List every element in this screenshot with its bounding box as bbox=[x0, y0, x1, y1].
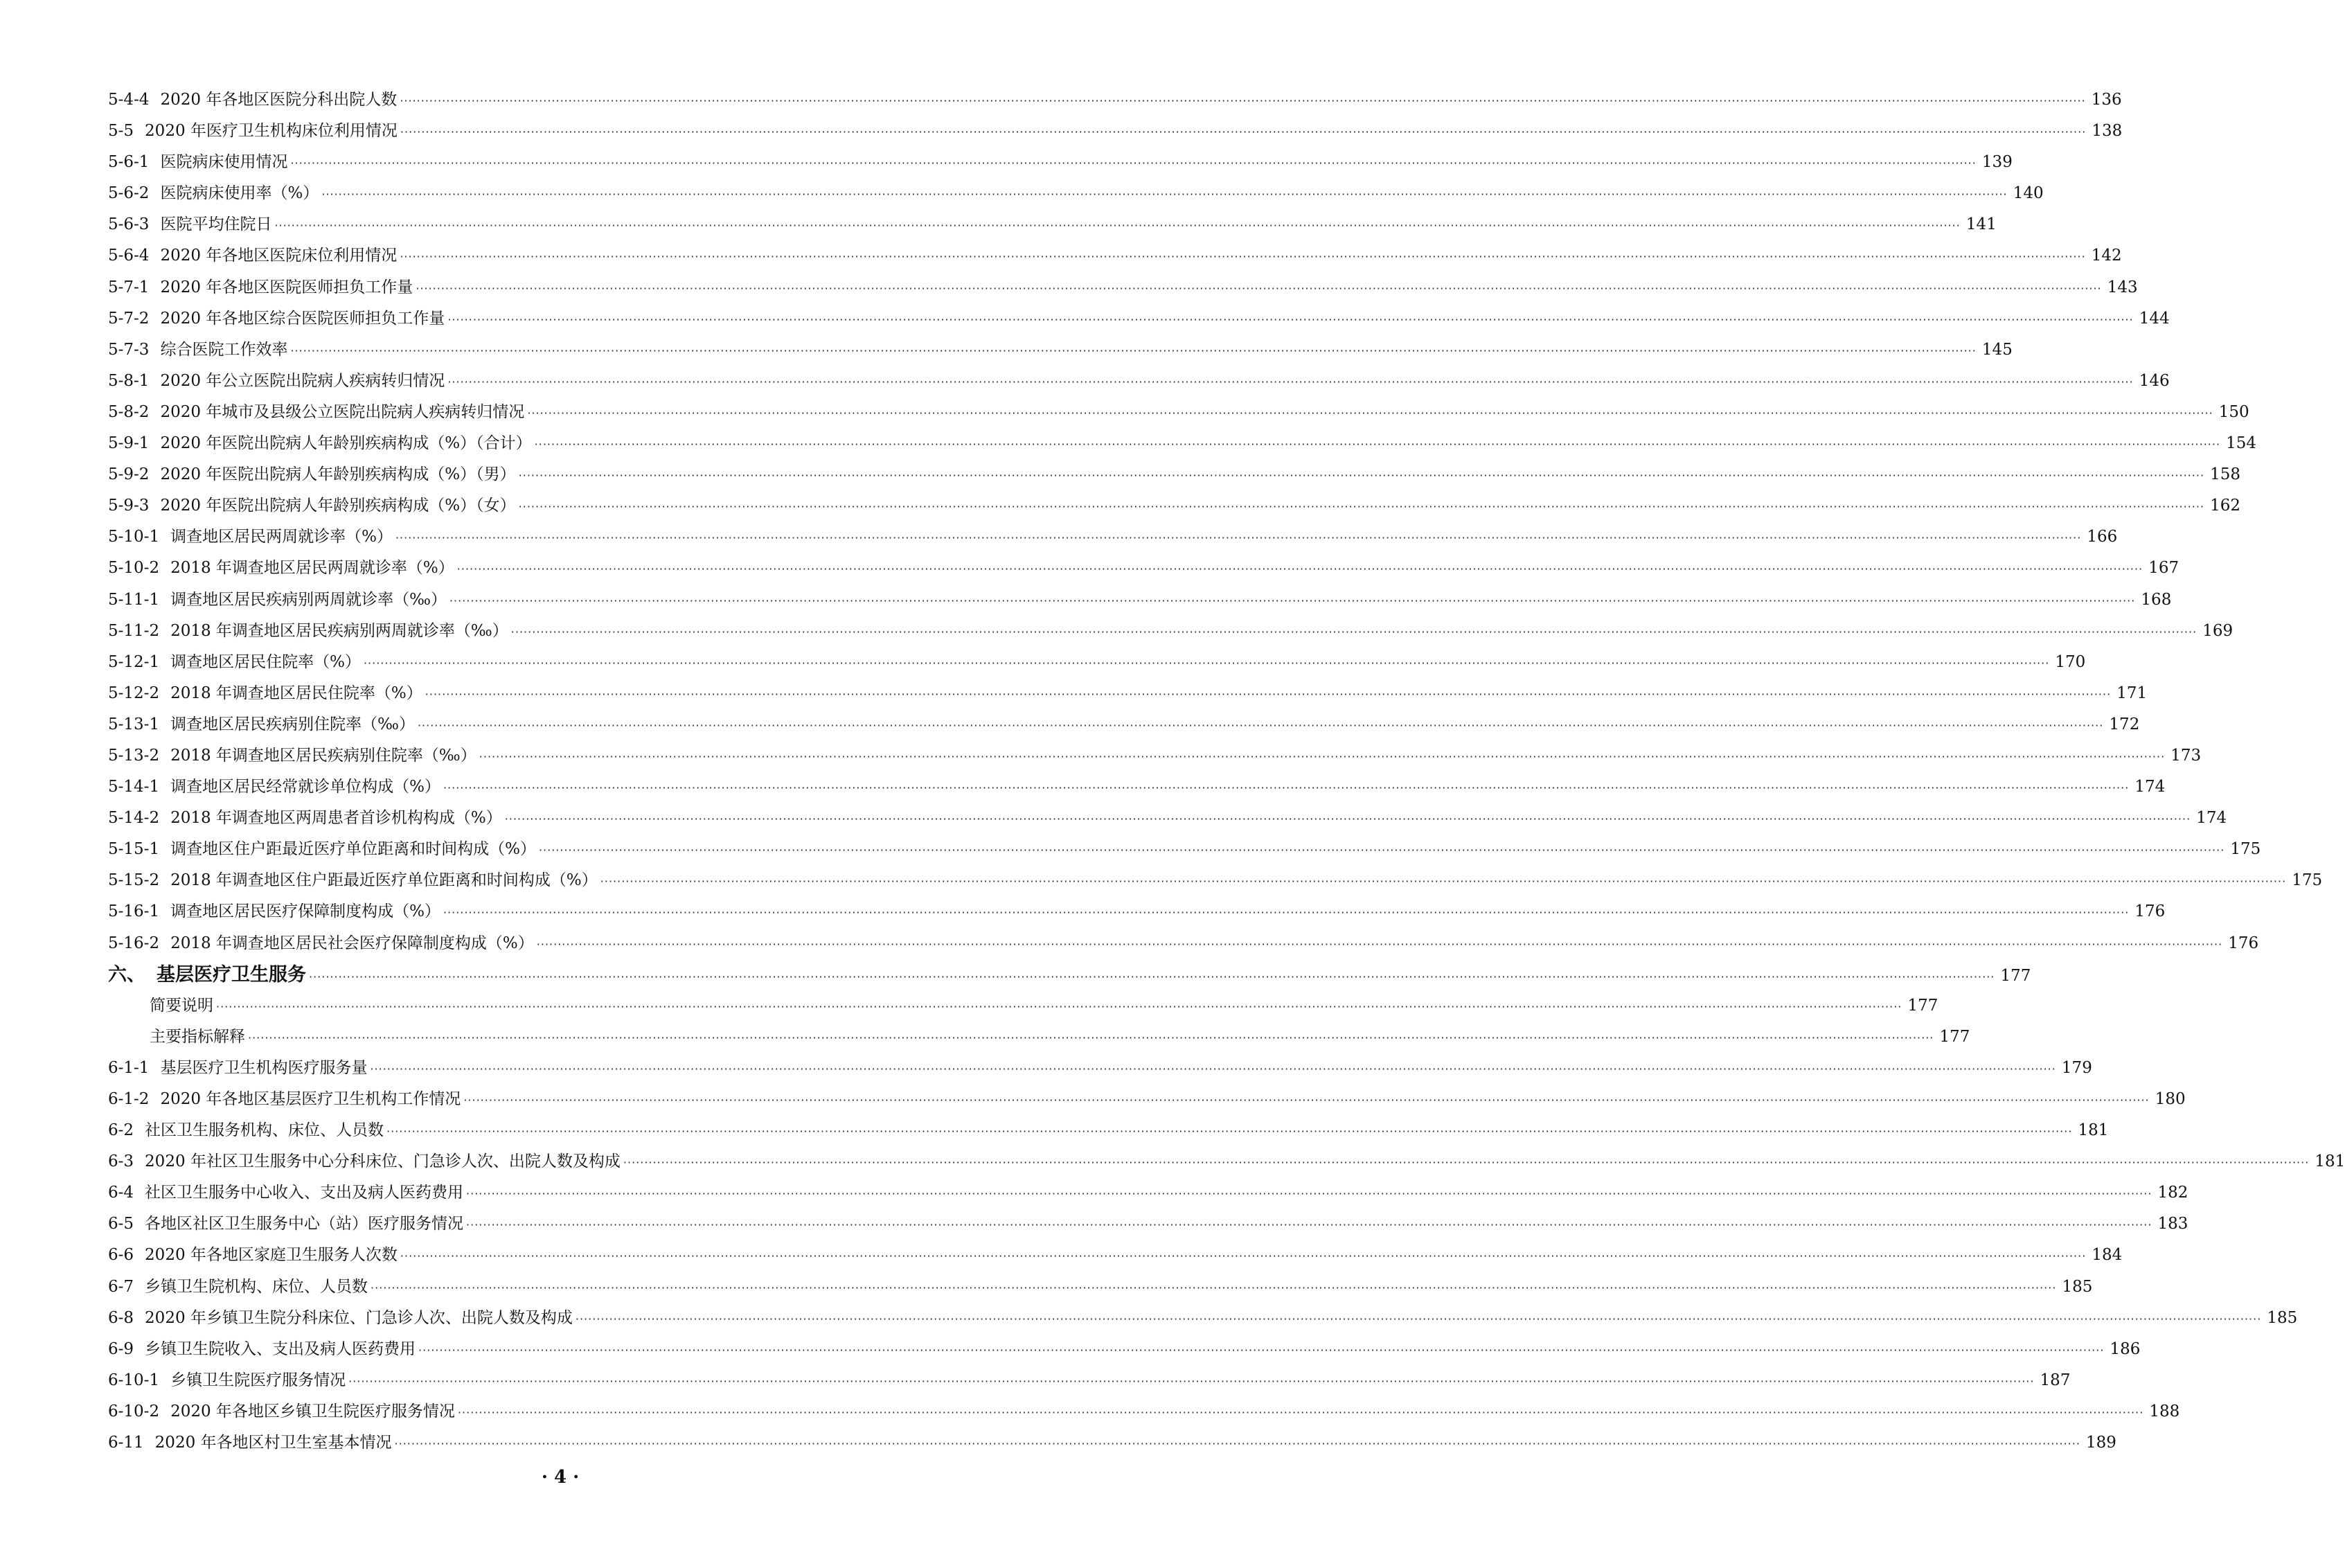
toc-entry-title: 乡镇卫生院收入、支出及病人医药费用 bbox=[145, 1339, 416, 1358]
dot-leader: ················································································································································································································································································································································································································ bbox=[371, 1281, 2057, 1294]
toc-entry-title: 2020 年各地区医院分科出院人数 bbox=[160, 91, 398, 109]
toc-entry-number: 6-8 bbox=[108, 1308, 134, 1327]
toc-entry-page: 145 bbox=[1981, 340, 2013, 359]
toc-entry-number: 5-16-1 bbox=[108, 902, 160, 921]
dot-leader: ················································································································································································································································································································································································································ bbox=[370, 1062, 2056, 1076]
toc-entry[interactable] bbox=[108, 1396, 2180, 1427]
dot-leader: ················································································································································································································································································································································································································ bbox=[274, 219, 1961, 233]
toc-entry-number: 6-11 bbox=[108, 1434, 144, 1452]
dot-leader: ················································································································································································································································································································································································································ bbox=[447, 312, 2134, 326]
dot-leader: ················································································································································································································································································································································································································ bbox=[466, 1187, 2152, 1201]
dot-leader: ················································································································································································································································································································································································································ bbox=[504, 812, 2191, 826]
toc-entry-number: 5-12-1 bbox=[108, 652, 160, 671]
toc-entry-title: 综合医院工作效率 bbox=[160, 340, 288, 359]
toc-entry-title: 乡镇卫生院机构、床位、人员数 bbox=[145, 1277, 368, 1296]
toc-entry-page: 141 bbox=[1965, 215, 1997, 234]
toc-entry-page: 183 bbox=[2157, 1215, 2188, 1233]
toc-entry-title: 2018 年调查地区居民疾病别两周就诊率（‰） bbox=[170, 621, 508, 640]
dot-leader: ················································································································································································································································································································································································································ bbox=[479, 749, 2166, 763]
toc-entry-number: 6-4 bbox=[108, 1184, 134, 1202]
dot-leader: ················································································································································································································································································································································································································ bbox=[348, 1374, 2035, 1388]
toc-entry-number: 6-3 bbox=[108, 1152, 134, 1171]
toc-entry-number: 5-6-2 bbox=[108, 184, 150, 203]
toc-entry-number: 5-8-1 bbox=[108, 371, 150, 390]
toc-entry-title: 基层医疗卫生服务 bbox=[157, 963, 306, 986]
toc-entry-page: 184 bbox=[2092, 1246, 2123, 1265]
dot-leader: ················································································································································································································································································································································································································ bbox=[518, 469, 2205, 483]
toc-entry[interactable] bbox=[108, 678, 2148, 709]
toc-entry-page: 176 bbox=[2228, 934, 2259, 952]
toc-entry-page: 139 bbox=[1981, 153, 2013, 172]
toc-entry-title: 简要说明 bbox=[150, 996, 213, 1015]
toc-entry-page: 189 bbox=[2086, 1434, 2116, 1452]
toc-entry-title: 2020 年乡镇卫生院分科床位、门急诊人次、出院人数及构成 bbox=[145, 1308, 573, 1327]
toc-entry-title: 2020 年各地区村卫生室基本情况 bbox=[154, 1434, 392, 1452]
toc-entry-page: 138 bbox=[2092, 122, 2123, 141]
toc-entry[interactable] bbox=[108, 272, 2138, 303]
dot-leader: ················································································································································································································································································································································································································ bbox=[216, 999, 1902, 1013]
toc-section-heading[interactable] bbox=[108, 959, 2031, 990]
toc-entry[interactable] bbox=[108, 896, 2166, 927]
toc-entry-page: 169 bbox=[2202, 621, 2233, 640]
toc-entry-page: 174 bbox=[2196, 809, 2227, 828]
toc-entry-number: 6-1-2 bbox=[108, 1090, 150, 1108]
toc-entry[interactable] bbox=[108, 428, 2257, 459]
dot-leader: ················································································································································································································································································································································································································ bbox=[309, 970, 1995, 983]
toc-entry-title: 2018 年调查地区两周患者首诊机构构成（%） bbox=[170, 809, 502, 828]
toc-entry[interactable] bbox=[108, 1146, 2345, 1177]
toc-entry[interactable] bbox=[108, 865, 2323, 896]
toc-entry-title: 2018 年调查地区居民疾病别住院率（‰） bbox=[170, 746, 476, 765]
dot-leader: ················································································································································································································································································································································································································ bbox=[456, 562, 2143, 576]
toc-entry-number: 5-13-1 bbox=[108, 715, 160, 733]
toc-entry-title: 调查地区居民两周就诊率（%） bbox=[170, 528, 393, 546]
toc-entry[interactable] bbox=[108, 209, 1997, 240]
toc-entry-number: 5-11-1 bbox=[108, 590, 160, 609]
toc-entry-number: 6-6 bbox=[108, 1246, 134, 1265]
toc-entry-title: 医院平均住院日 bbox=[160, 215, 272, 234]
toc-entry-title: 2020 年医疗卫生机构床位利用情况 bbox=[145, 122, 398, 141]
toc-entry-title: 2020 年各地区乡镇卫生院医疗服务情况 bbox=[170, 1402, 455, 1420]
dot-leader: ················································································································································································································································································································································································································ bbox=[400, 250, 2086, 264]
dot-leader: ················································································································································································································································································································································································································ bbox=[575, 1312, 2262, 1326]
toc-entry-page: 154 bbox=[2226, 434, 2257, 453]
dot-leader: ················································································································································································································································································································································································································ bbox=[425, 687, 2112, 701]
toc-entry-page: 142 bbox=[2091, 247, 2122, 265]
dot-leader: ················································································································································································································································································································································································································ bbox=[386, 1125, 2073, 1139]
toc-entry-page: 166 bbox=[2087, 528, 2118, 546]
toc-entry-number: 5-6-3 bbox=[108, 215, 150, 234]
toc-entry-title: 调查地区住户距最近医疗单位距离和时间构成（%） bbox=[170, 840, 536, 859]
dot-leader: ················································································································································································································································································································································································································ bbox=[417, 718, 2104, 732]
dot-leader: ················································································································································································································································································································································································································ bbox=[600, 875, 2287, 889]
toc-entry-page: 162 bbox=[2210, 497, 2241, 515]
toc-entry-title: 社区卫生服务中心收入、支出及病人医药费用 bbox=[145, 1184, 464, 1202]
toc-entry[interactable] bbox=[108, 84, 2122, 116]
toc-entry[interactable] bbox=[108, 1115, 2109, 1146]
toc-entry[interactable] bbox=[108, 1272, 2093, 1303]
toc-entry-number: 6-10-1 bbox=[108, 1371, 160, 1389]
toc-entry-page: 171 bbox=[2116, 684, 2148, 702]
dot-leader: ················································································································································································································································································································································································································ bbox=[248, 1031, 1934, 1044]
toc-entry-page: 179 bbox=[2061, 1058, 2092, 1077]
toc-entry-title: 调查地区居民疾病别住院率（‰） bbox=[170, 715, 415, 733]
toc-entry[interactable] bbox=[108, 1084, 2186, 1115]
toc-entry[interactable] bbox=[108, 1209, 2188, 1240]
toc-entry-number: 5-4-4 bbox=[108, 91, 150, 109]
toc-entry-number: 5-11-2 bbox=[108, 621, 160, 640]
toc-entry-title: 2018 年调查地区居民社会医疗保障制度构成（%） bbox=[170, 934, 534, 952]
dot-leader: ················································································································································································································································································································································································································ bbox=[536, 937, 2223, 951]
toc-entry-number: 6-10-2 bbox=[108, 1402, 160, 1420]
toc-entry-title: 2018 年调查地区居民两周就诊率（%） bbox=[170, 559, 454, 578]
toc-entry-title: 2020 年社区卫生服务中心分科床位、门急诊人次、出院人数及构成 bbox=[145, 1152, 621, 1171]
toc-entry-title: 主要指标解释 bbox=[150, 1027, 245, 1046]
dot-leader: ················································································································································································································································································································································································································ bbox=[443, 906, 2130, 920]
toc-entry-title: 调查地区居民疾病别两周就诊率（‰） bbox=[170, 590, 447, 609]
toc-entry[interactable] bbox=[108, 1427, 2116, 1459]
toc-entry-title: 2020 年各地区医院医师担负工作量 bbox=[160, 278, 413, 296]
toc-entry[interactable] bbox=[108, 1022, 1970, 1053]
dot-leader: ················································································································································································································································································································································································································ bbox=[363, 656, 2050, 670]
toc-entry-number: 5-9-3 bbox=[108, 497, 150, 515]
toc-entry-page: 188 bbox=[2149, 1402, 2180, 1420]
toc-entry-page: 180 bbox=[2155, 1090, 2186, 1108]
dot-leader: ················································································································································································································································································································································································································ bbox=[449, 594, 2136, 607]
toc-entry-title: 2018 年调查地区住户距最近医疗单位距离和时间构成（%） bbox=[170, 871, 598, 890]
toc-entry[interactable] bbox=[108, 1365, 2071, 1396]
dot-leader: ················································································································································································································································································································································································································ bbox=[463, 1094, 2150, 1107]
dot-leader: ················································································································································································································································································································································································································ bbox=[394, 1437, 2080, 1451]
toc-entry-number: 5-7-3 bbox=[108, 340, 150, 359]
dot-leader: ················································································································································································································································································································································································································ bbox=[400, 125, 2087, 139]
toc-entry-title: 2020 年各地区医院床位利用情况 bbox=[160, 247, 398, 265]
dot-leader: ················································································································································································································································································································································································································ bbox=[466, 1218, 2152, 1232]
toc-entry[interactable] bbox=[108, 303, 2170, 335]
toc-entry-page: 174 bbox=[2134, 778, 2166, 796]
toc-entry-page: 143 bbox=[2107, 278, 2138, 296]
toc-entry-title: 医院病床使用率（%） bbox=[160, 184, 319, 203]
toc-entry-number: 5-9-2 bbox=[108, 465, 150, 484]
toc-entry-title: 社区卫生服务机构、床位、人员数 bbox=[145, 1121, 384, 1140]
toc-entry[interactable] bbox=[108, 178, 2044, 209]
toc-entry-page: 181 bbox=[2315, 1152, 2345, 1171]
toc-entry[interactable] bbox=[108, 990, 1938, 1022]
toc-entry-number: 5-13-2 bbox=[108, 746, 160, 765]
toc-entry[interactable] bbox=[108, 147, 2013, 178]
toc-entry-title: 2020 年医院出院病人年龄别疾病构成（%）（合计） bbox=[160, 434, 532, 453]
dot-leader: ················································································································································································································································································································································································································ bbox=[416, 281, 2102, 295]
toc-entry-title: 2020 年公立医院出院病人疾病转归情况 bbox=[160, 371, 445, 390]
toc-entry-number: 5-8-2 bbox=[108, 402, 150, 421]
toc-entry[interactable] bbox=[108, 459, 2241, 490]
toc-entry-title: 各地区社区卫生服务中心（站）医疗服务情况 bbox=[145, 1215, 464, 1233]
toc-entry-number: 5-10-1 bbox=[108, 528, 160, 546]
toc-entry-page: 158 bbox=[2210, 465, 2241, 484]
toc-entry-page: 177 bbox=[1907, 996, 1938, 1015]
toc-entry-page: 176 bbox=[2134, 902, 2166, 921]
dot-leader: ················································································································································································································································································································································································································ bbox=[623, 1156, 2310, 1170]
toc-entry-title: 调查地区居民医疗保障制度构成（%） bbox=[170, 902, 440, 921]
toc-entry-title: 基层医疗卫生机构医疗服务量 bbox=[160, 1058, 368, 1077]
toc-entry[interactable] bbox=[108, 740, 2202, 772]
toc-entry-title: 2018 年调查地区居民住院率（%） bbox=[170, 684, 422, 702]
toc-entry-title: 医院病床使用情况 bbox=[160, 153, 288, 172]
toc-entry-page: 170 bbox=[2055, 652, 2086, 671]
toc-entry-number: 5-9-1 bbox=[108, 434, 150, 453]
toc-entry-page: 167 bbox=[2148, 559, 2179, 578]
toc-entry-number: 6-2 bbox=[108, 1121, 134, 1140]
toc-entry-page: 185 bbox=[2267, 1308, 2298, 1327]
toc-entry-title: 2020 年各地区家庭卫生服务人次数 bbox=[145, 1246, 398, 1265]
toc-entry-number: 6-1-1 bbox=[108, 1058, 150, 1077]
dot-leader: ················································································································································································································································································································································································································ bbox=[290, 344, 1977, 357]
toc-entry-page: 187 bbox=[2040, 1371, 2071, 1389]
toc-entry-page: 172 bbox=[2109, 715, 2140, 733]
toc-entry-title: 乡镇卫生院医疗服务情况 bbox=[170, 1371, 346, 1389]
toc-entry-number: 5-6-4 bbox=[108, 247, 150, 265]
toc-entry-number: 5-16-2 bbox=[108, 934, 160, 952]
dot-leader: ················································································································································································································································································································································································································ bbox=[418, 1343, 2105, 1357]
toc-entry-number: 5-14-2 bbox=[108, 809, 160, 828]
toc-entry[interactable] bbox=[108, 1334, 2141, 1365]
dot-leader: ················································································································································································································································································································································································································ bbox=[443, 781, 2130, 795]
toc-entry[interactable] bbox=[108, 772, 2166, 803]
toc-entry-page: 181 bbox=[2078, 1121, 2109, 1140]
dot-leader: ················································································································································································································································································································································································································ bbox=[518, 500, 2205, 514]
toc-entry-page: 146 bbox=[2139, 371, 2170, 390]
toc-entry[interactable] bbox=[108, 397, 2249, 428]
toc-entry-page: 144 bbox=[2139, 309, 2170, 328]
toc-entry-title: 2020 年医院出院病人年龄别疾病构成（%）（女） bbox=[160, 497, 516, 515]
toc-entry-number: 6-7 bbox=[108, 1277, 134, 1296]
toc-entry-number: 6-5 bbox=[108, 1215, 134, 1233]
toc-entry-page: 175 bbox=[2292, 871, 2323, 890]
toc-entry[interactable] bbox=[108, 928, 2259, 959]
toc-entry[interactable] bbox=[108, 616, 2233, 647]
toc-entry[interactable] bbox=[108, 240, 2122, 271]
toc-entry[interactable] bbox=[108, 522, 2118, 553]
toc-entry[interactable] bbox=[108, 116, 2123, 147]
toc-entry[interactable] bbox=[108, 834, 2261, 865]
toc-entry[interactable] bbox=[108, 553, 2179, 584]
toc-entry-page: 168 bbox=[2141, 590, 2172, 609]
dot-leader: ················································································································································································································································································································································································································ bbox=[400, 94, 2086, 107]
dot-leader: ················································································································································································································································································································································································································ bbox=[395, 531, 2082, 545]
toc-entry-number: 5-14-1 bbox=[108, 778, 160, 796]
toc-entry-page: 140 bbox=[2013, 184, 2044, 203]
toc-entry-page: 136 bbox=[2091, 91, 2122, 109]
toc-entry-page: 150 bbox=[2218, 402, 2249, 421]
toc-entry-title: 2020 年城市及县级公立医院出院病人疾病转归情况 bbox=[160, 402, 525, 421]
page-number: · 4 · bbox=[541, 1467, 580, 1488]
toc-entry-page: 177 bbox=[2000, 966, 2031, 985]
toc-entry[interactable] bbox=[108, 585, 2172, 616]
toc-entry-title: 2020 年各地区基层医疗卫生机构工作情况 bbox=[160, 1090, 461, 1108]
dot-leader: ················································································································································································································································································································································································································ bbox=[457, 1405, 2144, 1419]
toc-entry-title: 2020 年各地区综合医院医师担负工作量 bbox=[160, 309, 445, 328]
toc-entry-number: 5-15-1 bbox=[108, 840, 160, 859]
toc-entry[interactable] bbox=[108, 1053, 2092, 1084]
dot-leader: ················································································································································································································································································································································································································ bbox=[527, 406, 2213, 420]
toc-entry-page: 182 bbox=[2157, 1184, 2188, 1202]
toc-entry-number: 5-6-1 bbox=[108, 153, 150, 172]
toc-entry-page: 175 bbox=[2230, 840, 2261, 859]
dot-leader: ················································································································································································································································································································································································································ bbox=[538, 844, 2225, 857]
toc-entry-title: 2020 年医院出院病人年龄别疾病构成（%）（男） bbox=[160, 465, 516, 484]
toc-entry-number: 5-7-2 bbox=[108, 309, 150, 328]
toc-entry[interactable] bbox=[108, 709, 2140, 740]
toc-entry-number: 5-5 bbox=[108, 122, 134, 141]
dot-leader: ················································································································································································································································································································································································································ bbox=[321, 188, 2008, 202]
toc-entry[interactable] bbox=[108, 803, 2227, 834]
toc-entry[interactable] bbox=[108, 1303, 2298, 1334]
dot-leader: ················································································································································································································································································································································································································ bbox=[447, 375, 2134, 389]
toc-entry-page: 177 bbox=[1939, 1027, 1970, 1046]
toc-entry-number: 5-10-2 bbox=[108, 559, 160, 578]
toc-entry-page: 173 bbox=[2170, 746, 2202, 765]
toc-entry-title: 调查地区居民住院率（%） bbox=[170, 652, 361, 671]
toc-entry-number: 5-12-2 bbox=[108, 684, 160, 702]
toc-entry-page: 186 bbox=[2110, 1339, 2141, 1358]
toc-entry-number: 5-15-2 bbox=[108, 871, 160, 890]
toc-entry[interactable] bbox=[108, 490, 2241, 522]
toc-entry[interactable] bbox=[108, 335, 2013, 366]
toc-entry[interactable] bbox=[108, 1177, 2188, 1209]
toc-entry[interactable] bbox=[108, 647, 2086, 678]
toc-entry-number: 5-7-1 bbox=[108, 278, 150, 296]
dot-leader: ················································································································································································································································································································································································································ bbox=[534, 438, 2221, 452]
dot-leader: ················································································································································································································································································································································································································ bbox=[400, 1249, 2087, 1263]
toc-entry-number: 六、 bbox=[108, 963, 145, 986]
toc-entry[interactable] bbox=[108, 1240, 2123, 1271]
dot-leader: ················································································································································································································································································································································································································ bbox=[510, 625, 2197, 639]
toc-entry[interactable] bbox=[108, 366, 2170, 397]
dot-leader: ················································································································································································································································································································································································································ bbox=[290, 157, 1977, 170]
toc-entry-page: 185 bbox=[2062, 1277, 2093, 1296]
toc-entry-title: 调查地区居民经常就诊单位构成（%） bbox=[170, 778, 440, 796]
toc-entry-number: 6-9 bbox=[108, 1339, 134, 1358]
table-of-contents bbox=[108, 84, 2345, 1459]
